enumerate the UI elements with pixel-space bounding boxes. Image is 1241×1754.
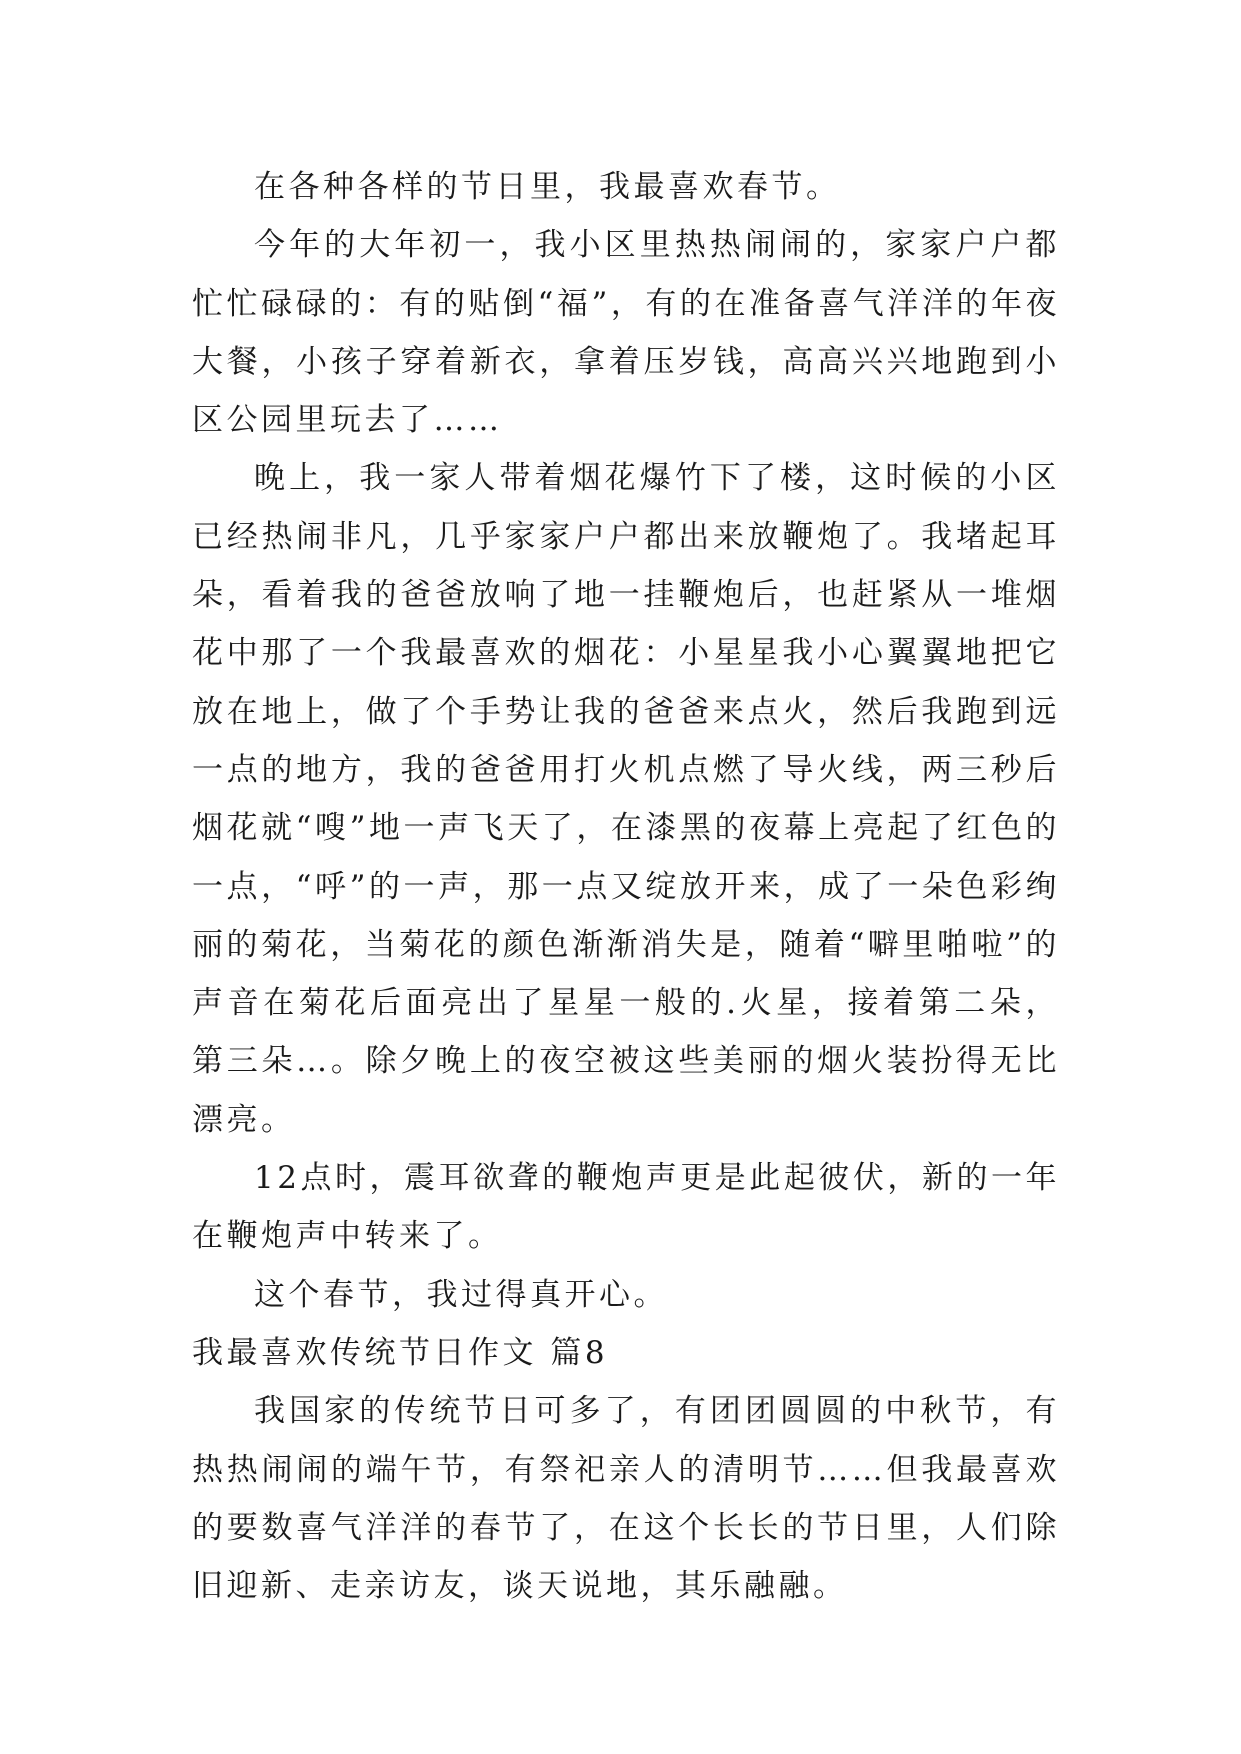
paragraph: 在各种各样的节日里，我最喜欢春节。 — [254, 169, 841, 205]
paragraph: 我国家的传统节日可多了，有团团圆圆的中秋节，有热热闹闹的端午节，有祭祀亲人的清明节……但我最喜欢的要数喜气洋洋的春节了，在这个长长的节日里，人们除旧迎新、走亲访友，谈天说地，其乐融融。 — [192, 1393, 1060, 1605]
section-heading: 我最喜欢传统节日作文 篇8 — [192, 1334, 609, 1371]
document-body — [192, 158, 1060, 1615]
paragraph: 12点时，震耳欲聋的鞭炮声更是此起彼伏，新的一年在鞭炮声中转来了。 — [192, 1160, 1060, 1255]
paragraph: 今年的大年初一，我小区里热热闹闹的，家家户户都忙忙碌碌的：有的贴倒“福”，有的在准备喜气洋洋的年夜大餐，小孩子穿着新衣，拿着压岁钱，高高兴兴地跑到小区公园里玩去了…… — [192, 227, 1060, 439]
paragraph: 这个春节，我过得真开心。 — [254, 1276, 668, 1313]
paragraph: 晚上，我一家人带着烟花爆竹下了楼，这时候的小区已经热闹非凡，几乎家家户户都出来放鞭炮了。我堵起耳朵，看着我的爸爸放响了地一挂鞭炮后，也赶紧从一堆烟花中那了一个我最喜欢的烟花：小星星我小心翼翼地把它放在地上，做了个手势让我的爸爸来点火，然后我跑到远一点的地方，我的爸爸用打火机点燃了导火线，两三秒后烟花就“嗖”地一声飞天了，在漆黑的夜幕上亮起了红色的一点，“呼”的一声，那一点又绽放开来，成了一朵色彩绚丽的菊花，当菊花的颜色渐渐消失是，随着“噼里啪啦”的声音在菊花后面亮出了星星一般的.火星，接着第二朵，第三朵…。除夕晚上的夜空被这些美丽的烟火装扮得无比漂亮。 — [192, 460, 1060, 1138]
